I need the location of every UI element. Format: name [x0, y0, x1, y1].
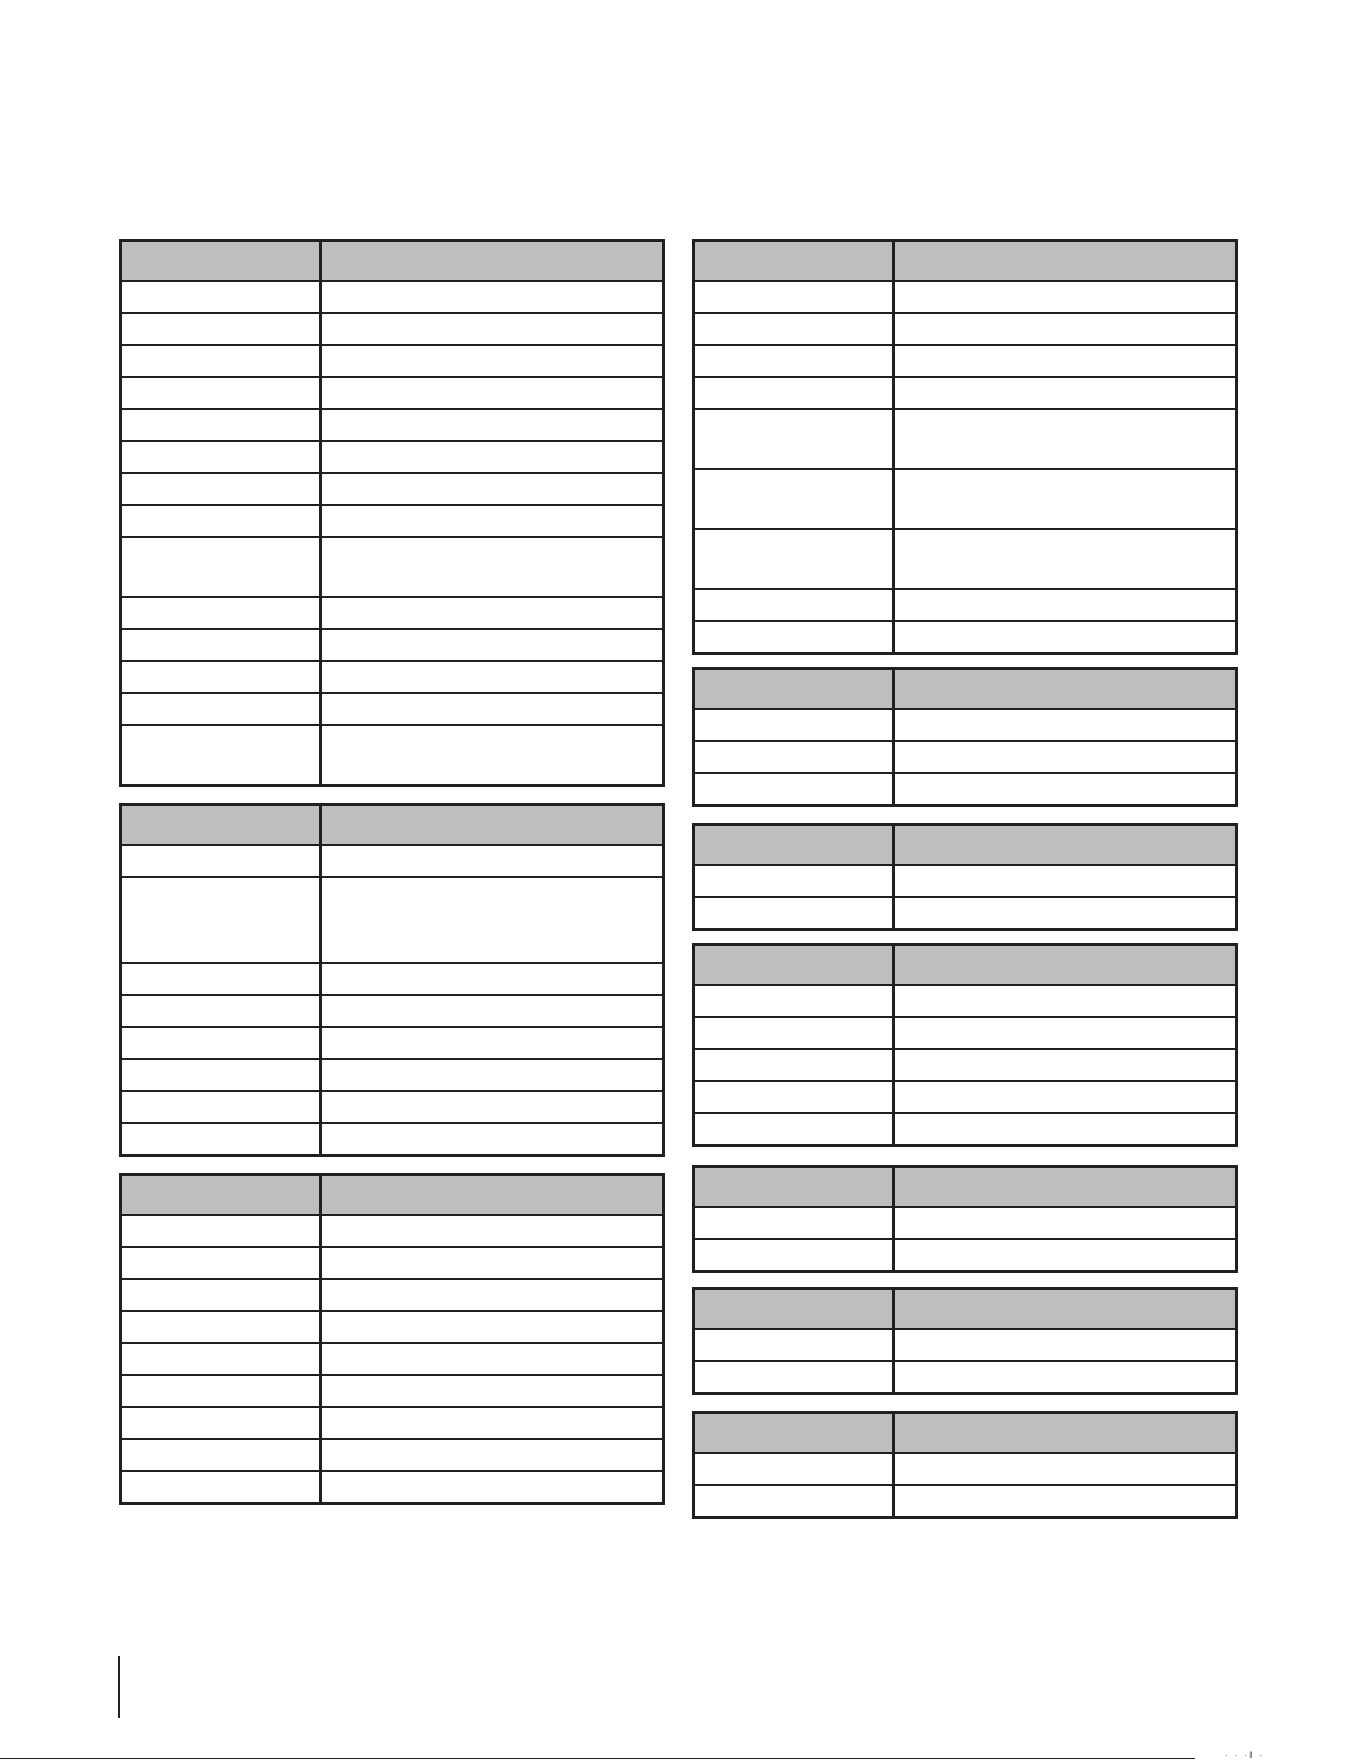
table-cell	[121, 345, 321, 377]
table-header-row	[694, 945, 1237, 986]
table-cell	[694, 589, 894, 621]
table-row	[694, 1207, 1237, 1239]
table-row	[694, 1453, 1237, 1485]
table-row	[121, 1407, 664, 1439]
table-header-row	[694, 1289, 1237, 1330]
table-cell	[121, 313, 321, 345]
table-cell	[321, 1247, 664, 1279]
table-header-cell	[694, 241, 894, 282]
table-cell	[121, 1279, 321, 1311]
table-cell	[894, 313, 1237, 345]
table-cell	[894, 897, 1237, 930]
table-cell	[121, 377, 321, 409]
spec-table	[692, 1287, 1238, 1395]
table-row	[694, 773, 1237, 806]
table-row	[121, 725, 664, 786]
table-cell	[121, 409, 321, 441]
table-cell	[694, 1361, 894, 1394]
table-cell	[121, 1407, 321, 1439]
table-cell	[894, 865, 1237, 897]
table-header-cell	[694, 1167, 894, 1208]
table-row	[694, 621, 1237, 654]
table-cell	[694, 773, 894, 806]
table-cell	[121, 1027, 321, 1059]
table-cell	[894, 529, 1237, 589]
table-row	[694, 1049, 1237, 1081]
table-row	[121, 1343, 664, 1375]
table-cell	[121, 441, 321, 473]
table-header-cell	[894, 825, 1237, 866]
table-header-cell	[894, 241, 1237, 282]
spec-table	[119, 239, 665, 787]
table-header-row	[121, 1175, 664, 1216]
table-cell	[121, 1215, 321, 1247]
table-cell	[894, 377, 1237, 409]
table-row	[694, 409, 1237, 469]
table-header-cell	[894, 1289, 1237, 1330]
table-cell	[694, 1453, 894, 1485]
table-cell	[121, 1439, 321, 1471]
table-cell	[121, 1059, 321, 1091]
table-cell	[694, 1081, 894, 1113]
table-cell	[894, 1329, 1237, 1361]
table-cell	[694, 1329, 894, 1361]
table-row	[121, 313, 664, 345]
table-cell	[894, 1207, 1237, 1239]
table-row	[694, 313, 1237, 345]
table-row	[121, 537, 664, 597]
table-row	[121, 1059, 664, 1091]
table-cell	[694, 897, 894, 930]
table-row	[121, 1027, 664, 1059]
table-cell	[321, 1439, 664, 1471]
table-header-row	[694, 1413, 1237, 1454]
table-cell	[321, 1311, 664, 1343]
table-cell	[894, 621, 1237, 654]
right-column	[692, 239, 1238, 1519]
table-cell	[321, 281, 664, 313]
table-header-row	[694, 241, 1237, 282]
table-cell	[121, 629, 321, 661]
table-cell	[694, 1239, 894, 1272]
footer-margin-rule	[118, 1656, 120, 1718]
table-cell	[321, 1407, 664, 1439]
table-cell	[121, 693, 321, 725]
table-row	[121, 1471, 664, 1504]
table-row	[694, 589, 1237, 621]
table-cell	[321, 845, 664, 877]
table-cell	[321, 537, 664, 597]
table-row	[121, 1311, 664, 1343]
table-row	[121, 1123, 664, 1156]
table-cell	[321, 313, 664, 345]
table-cell	[321, 1027, 664, 1059]
table-cell	[321, 377, 664, 409]
spec-table	[692, 667, 1238, 807]
table-row	[121, 1375, 664, 1407]
table-row	[694, 741, 1237, 773]
table-header-row	[694, 825, 1237, 866]
table-cell	[321, 995, 664, 1027]
table-cell	[694, 469, 894, 529]
table-cell	[694, 345, 894, 377]
table-row	[694, 897, 1237, 930]
table-row	[694, 1239, 1237, 1272]
table-row	[121, 629, 664, 661]
spec-table	[692, 1411, 1238, 1519]
table-cell	[321, 629, 664, 661]
table-cell	[121, 661, 321, 693]
table-row	[694, 469, 1237, 529]
table-header-cell	[121, 241, 321, 282]
table-header-cell	[694, 945, 894, 986]
table-row	[694, 1485, 1237, 1518]
table-cell	[121, 963, 321, 995]
table-row	[121, 345, 664, 377]
table-cell	[694, 1049, 894, 1081]
table-row	[121, 995, 664, 1027]
table-header-cell	[894, 1167, 1237, 1208]
table-row	[694, 1081, 1237, 1113]
table-header-cell	[694, 1413, 894, 1454]
table-cell	[321, 1343, 664, 1375]
table-cell	[694, 313, 894, 345]
table-cell	[121, 1091, 321, 1123]
table-cell	[121, 505, 321, 537]
table-row	[121, 409, 664, 441]
table-cell	[694, 281, 894, 313]
table-header-cell	[894, 1413, 1237, 1454]
table-row	[694, 345, 1237, 377]
spec-table	[692, 239, 1238, 655]
table-row	[694, 1017, 1237, 1049]
table-row	[121, 1091, 664, 1123]
table-row	[694, 529, 1237, 589]
table-cell	[121, 473, 321, 505]
table-cell	[694, 1017, 894, 1049]
table-header-cell	[121, 805, 321, 846]
table-cell	[321, 1279, 664, 1311]
table-cell	[121, 1375, 321, 1407]
table-row	[694, 1113, 1237, 1146]
table-header-cell	[694, 825, 894, 866]
table-cell	[694, 1113, 894, 1146]
table-header-cell	[694, 1289, 894, 1330]
table-cell	[694, 985, 894, 1017]
table-cell	[894, 741, 1237, 773]
table-cell	[894, 985, 1237, 1017]
table-row	[121, 377, 664, 409]
table-cell	[321, 693, 664, 725]
table-cell	[121, 1471, 321, 1504]
table-cell	[321, 1471, 664, 1504]
table-cell	[121, 845, 321, 877]
table-cell	[321, 1091, 664, 1123]
table-header-cell	[894, 669, 1237, 710]
table-row	[694, 865, 1237, 897]
table-cell	[894, 1453, 1237, 1485]
table-cell	[321, 441, 664, 473]
table-cell	[321, 597, 664, 629]
spec-table	[692, 823, 1238, 931]
table-cell	[694, 741, 894, 773]
table-cell	[694, 377, 894, 409]
table-cell	[894, 1239, 1237, 1272]
table-cell	[894, 1049, 1237, 1081]
table-cell	[321, 661, 664, 693]
table-cell	[121, 725, 321, 786]
table-header-cell	[694, 669, 894, 710]
printer-marks: · · ·‖ ·	[1225, 1750, 1265, 1760]
table-row	[121, 1247, 664, 1279]
table-header-cell	[321, 805, 664, 846]
table-cell	[894, 773, 1237, 806]
table-row	[121, 441, 664, 473]
table-cell	[894, 709, 1237, 741]
table-cell	[894, 1113, 1237, 1146]
table-cell	[894, 281, 1237, 313]
table-cell	[121, 1123, 321, 1156]
table-cell	[894, 1081, 1237, 1113]
table-row	[694, 709, 1237, 741]
spec-table	[119, 1173, 665, 1505]
table-row	[121, 845, 664, 877]
table-cell	[694, 709, 894, 741]
table-row	[694, 377, 1237, 409]
table-row	[121, 963, 664, 995]
table-cell	[694, 1485, 894, 1518]
table-row	[694, 1329, 1237, 1361]
table-cell	[694, 409, 894, 469]
table-cell	[894, 345, 1237, 377]
table-header-cell	[321, 241, 664, 282]
table-row	[121, 1439, 664, 1471]
table-row	[121, 505, 664, 537]
table-cell	[121, 877, 321, 963]
table-cell	[894, 1485, 1237, 1518]
table-header-row	[121, 805, 664, 846]
table-row	[694, 1361, 1237, 1394]
table-cell	[894, 469, 1237, 529]
table-cell	[321, 409, 664, 441]
table-cell	[894, 589, 1237, 621]
table-header-row	[694, 669, 1237, 710]
table-row	[121, 661, 664, 693]
page-bottom-rule	[0, 1758, 1195, 1759]
table-cell	[121, 597, 321, 629]
table-cell	[121, 995, 321, 1027]
table-row	[121, 1279, 664, 1311]
table-cell	[694, 529, 894, 589]
table-cell	[894, 409, 1237, 469]
table-cell	[694, 621, 894, 654]
table-cell	[321, 1375, 664, 1407]
table-row	[121, 473, 664, 505]
table-cell	[894, 1017, 1237, 1049]
table-cell	[321, 725, 664, 786]
table-row	[694, 985, 1237, 1017]
table-cell	[321, 345, 664, 377]
table-header-cell	[321, 1175, 664, 1216]
table-cell	[121, 1247, 321, 1279]
table-cell	[694, 865, 894, 897]
table-cell	[321, 505, 664, 537]
table-row	[121, 1215, 664, 1247]
table-header-cell	[894, 945, 1237, 986]
table-cell	[121, 1311, 321, 1343]
table-header-row	[694, 1167, 1237, 1208]
table-cell	[121, 281, 321, 313]
table-row	[121, 597, 664, 629]
left-column	[119, 239, 665, 1505]
table-cell	[121, 1343, 321, 1375]
spec-table	[119, 803, 665, 1157]
table-row	[121, 281, 664, 313]
spec-table	[692, 943, 1238, 1147]
table-row	[121, 877, 664, 963]
table-header-cell	[121, 1175, 321, 1216]
table-cell	[121, 537, 321, 597]
table-header-row	[121, 241, 664, 282]
table-cell	[321, 963, 664, 995]
table-cell	[894, 1361, 1237, 1394]
table-cell	[321, 1059, 664, 1091]
table-cell	[321, 473, 664, 505]
table-cell	[321, 877, 664, 963]
table-cell	[694, 1207, 894, 1239]
table-cell	[321, 1215, 664, 1247]
spec-table	[692, 1165, 1238, 1273]
table-cell	[321, 1123, 664, 1156]
table-row	[694, 281, 1237, 313]
table-row	[121, 693, 664, 725]
